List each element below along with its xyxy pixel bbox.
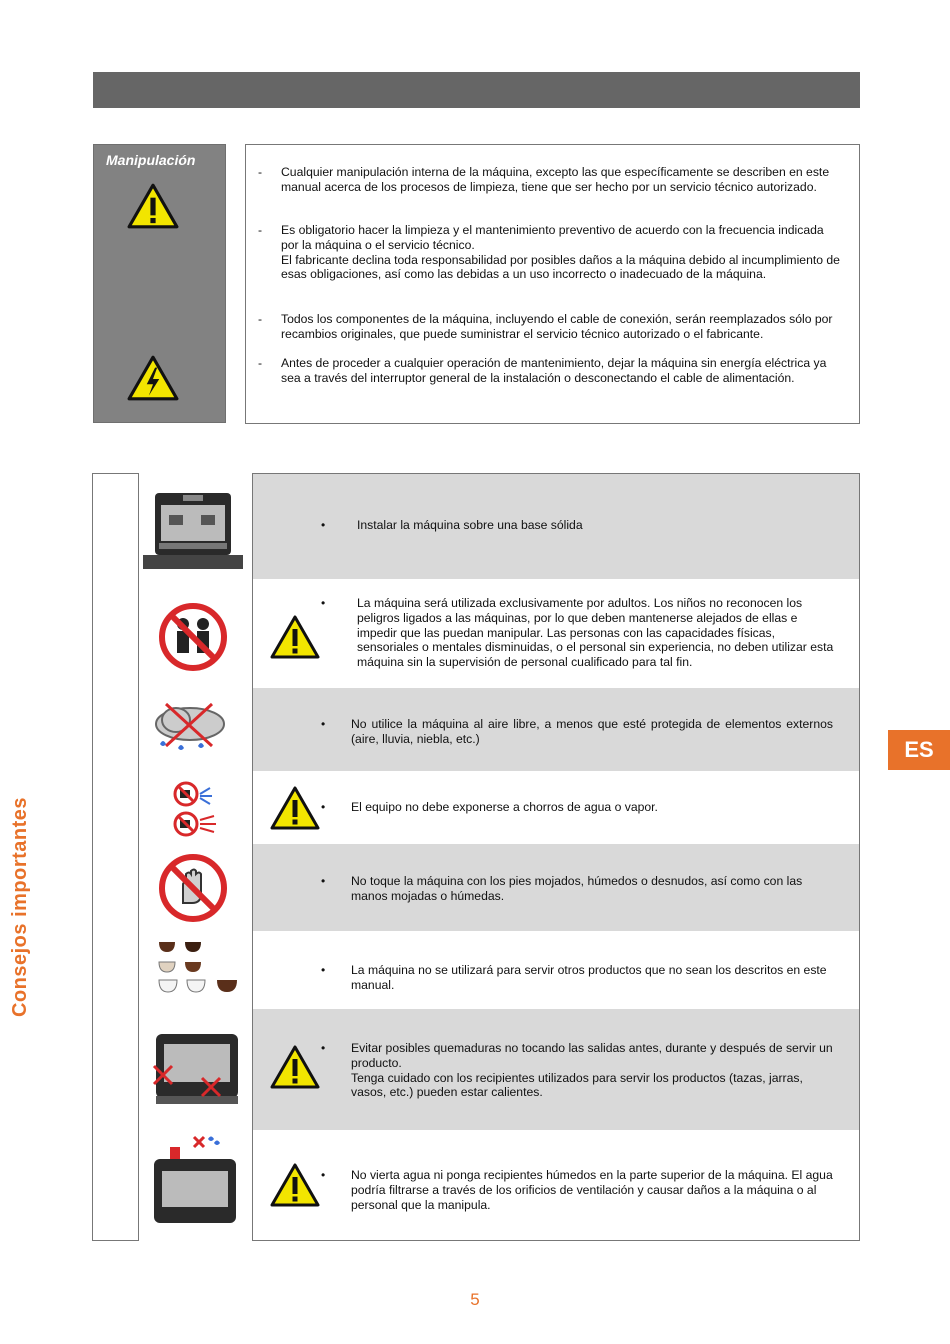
burn-warning-text: Evitar posibles quemaduras no tocando las salidas antes, durante y después de servir un producto. Tenga cuidado con los recipientes utilizados para servir los productos (tazas, jarras, vasos, etc.) pueden estar calientes. xyxy=(351,1041,833,1100)
list-item: • La máquina no se utilizará para servir otros productos que no sean los descritos en este manual. xyxy=(321,963,827,992)
list-item: • El equipo no debe exponerse a chorros de agua o vapor. xyxy=(253,771,859,844)
manipulacion-item: - Todos los componentes de la máquina, incluyendo el cable de conexión, serán reemplazados sólo por recambios originales, que puede suministrar el servicio técnico autorizado o el fabricante. xyxy=(258,312,833,341)
list-item: • La máquina será utilizada exclusivamente por adultos. Los niños no reconocen los peligros ligados a las máquinas, por lo que deben mantenerse alejados de ellas e impedir que las puedan manipular. Las personas con las capacidades físicas, sensoriales o mentales disminuidas, o el personal sin experiencia, no deben utilizar esta máquina sin la supervisión de personal cualificado para tal fin. xyxy=(253,579,859,688)
no-water-on-top-icon xyxy=(150,1133,244,1229)
no-outdoor-rain-icon xyxy=(152,700,228,756)
list-item: • Instalar la máquina sobre una base sólida xyxy=(253,474,859,579)
no-children-icon xyxy=(158,602,228,672)
no-water-jet-icon xyxy=(170,780,224,840)
manipulacion-item: - Es obligatorio hacer la limpieza y el mantenimiento preventivo de acuerdo con la frecuencia indicada por la máquina o el servicio técnico. El fabricante declina toda responsabilidad por posibles daños a la máquina debido al incumplimiento de esas obligaciones, así como las debidas a un uso incorrecto o inadecuado de la máquina. xyxy=(258,223,840,282)
header-bar xyxy=(93,72,860,108)
list-item: • No utilice la máquina al aire libre, a menos que esté protegida de elementos externos (aire, lluvia, niebla, etc.) xyxy=(253,688,859,771)
warning-icon xyxy=(270,1045,320,1089)
warning-icon xyxy=(270,615,320,659)
manipulacion-content xyxy=(245,144,860,424)
list-item: • No vierta agua ni ponga recipientes húmedos en la parte superior de la máquina. El agua podría filtrarse a través de los orificios de ventilación y causar daños a la máquina o al personal que la manipula. xyxy=(253,1130,859,1241)
language-tab: ES xyxy=(888,730,950,770)
manipulacion-sidebar xyxy=(93,144,226,423)
manipulacion-item: - Cualquier manipulación interna de la máquina, excepto las que específicamente se describen en este manual acerca de los procesos de limpieza, tiene que ser hecho por un servicio técnico autorizado. xyxy=(258,165,830,194)
consejos-sidebar xyxy=(92,473,139,1241)
consejos-content xyxy=(252,473,860,1241)
warning-icon xyxy=(127,183,179,229)
list-item: • No toque la máquina con los pies mojados, húmedos o desnudos, así como con las manos mojadas o húmedas. xyxy=(253,844,859,931)
list-item: • Evitar posibles quemaduras no tocando las salidas antes, durante y después de servir un producto. Tenga cuidado con los recipientes utilizados para servir los productos (tazas, jarras, vasos, etc.) pueden estar calientes. xyxy=(253,1009,859,1130)
manipulacion-title: Manipulación xyxy=(106,152,196,168)
no-wet-hands-icon xyxy=(158,853,228,923)
warning-icon xyxy=(270,786,320,830)
electric-hazard-icon xyxy=(127,355,179,401)
warning-icon xyxy=(270,1163,320,1207)
hot-outlets-icon xyxy=(150,1030,244,1106)
page-number: 5 xyxy=(470,1290,480,1309)
coffee-machine-on-base-icon xyxy=(143,485,243,571)
manipulacion-item: - Antes de proceder a cualquier operación de mantenimiento, dejar la máquina sin energía eléctrica ya sea a través del interruptor general de la instalación o desconectando el cable de alimentación. xyxy=(258,356,827,385)
cups-products-icon xyxy=(157,938,241,996)
